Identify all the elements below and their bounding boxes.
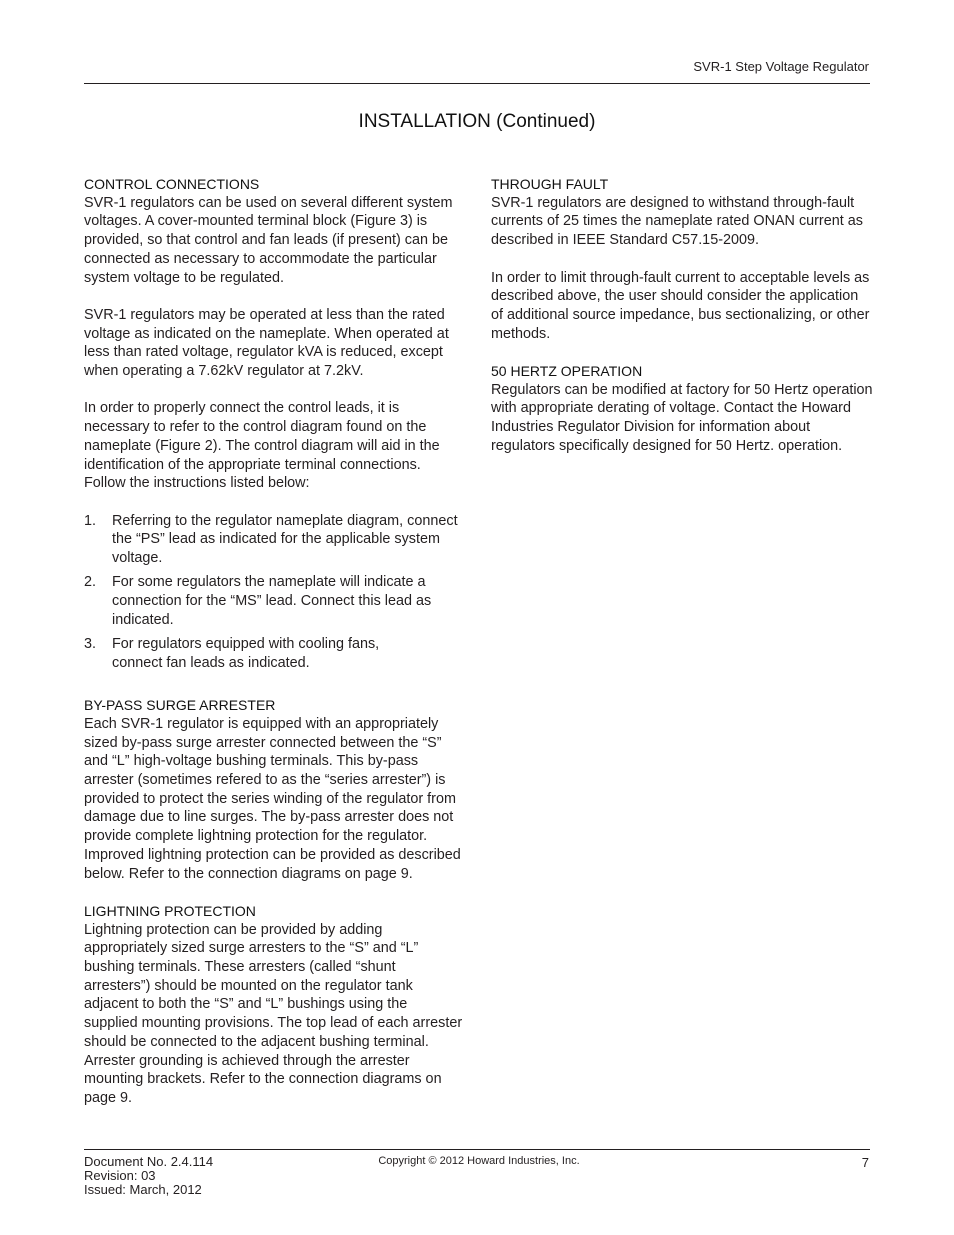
list-item-number: 3. [84, 635, 97, 652]
document-number: Document No. 2.4.114 [84, 1154, 214, 1169]
paragraph: SVR-1 regulators are designed to withstand through-fault currents of 25 times the nameplate rated ONAN current as described in IEEE Standard C57.15-2009. [491, 194, 863, 249]
paragraph: Lightning protection can be provided by adding appropriately sized surge arresters to the “S” and “L” bushing terminals. These arresters (called “shunt arresters”) should be mounted on the regulator tank adjacent to both the “S” and “L” bushings using the supplied mounting provisions. The top lead of each arrester should be connected to the adjacent bushing terminal. Arrester grounding is achieved through the arrester mounting brackets. Refer to the connection diagrams on page 9. [84, 921, 463, 1106]
section-bypass-surge-arrester [84, 696, 464, 883]
right-column [491, 175, 873, 456]
copyright-notice: Copyright © 2012 Howard Industries, Inc. [378, 1155, 580, 1167]
list-item-number: 2. [84, 574, 97, 591]
section-heading-through-fault: THROUGH FAULT [491, 176, 609, 192]
section-50-hertz-operation [491, 362, 873, 456]
paragraph: In order to properly connect the control leads, it is necessary to refer to the control diagram found on the nameplate (Figure 2). The control diagram will aid in the identification of the appropriate terminal connections. Follow the instructions listed below: [84, 400, 440, 492]
section-heading-control-connections: CONTROL CONNECTIONS [84, 176, 260, 192]
list-item-text: Referring to the regulator nameplate diagram, connect the “PS” lead as indicated for the applicable system voltage. [112, 512, 458, 567]
instruction-list [84, 512, 464, 673]
section-lightning-protection [84, 902, 464, 1108]
list-item [84, 573, 464, 629]
list-item-text: For some regulators the nameplate will indicate a connection for the “MS” lead. Connect this lead as indicated. [112, 574, 432, 628]
section-heading-lightning-protection: LIGHTNING PROTECTION [84, 902, 256, 919]
paragraph: Each SVR-1 regulator is equipped with an appropriately sized by-pass surge arrester connected between the “S” and “L” high-voltage bushing terminals. This by-pass arrester (sometimes refered to as the “series arrester”) is provided to protect the series winding of the regulator from damage due to line surges. The by-pass arrester does not provide complete lightning protection for the regulator. Improved lightning protection can be provided as described below. Refer to the connection diagrams on page 9. [84, 715, 461, 882]
section-through-fault [491, 175, 873, 343]
header-rule [84, 83, 870, 84]
revision: Revision: 03 [84, 1168, 156, 1183]
paragraph: Regulators can be modified at factory for 50 Hertz operation with appropriate derating of voltage. Contact the Howard Industries Regulator Division for information about regulators specifically designed for 50 Hertz. operation. [491, 381, 873, 454]
document-running-title: SVR-1 Step Voltage Regulator [693, 59, 869, 74]
left-column [84, 175, 464, 1108]
section-heading-bypass-surge-arrester: BY-PASS SURGE ARRESTER [84, 697, 276, 714]
list-item [84, 635, 464, 672]
issued-date: Issued: March, 2012 [84, 1182, 202, 1197]
section-control-connections [84, 175, 464, 672]
paragraph: In order to limit through-fault current to acceptable levels as described above, the user should consider the application of additional source impedance, bus sectionalizing, or other methods. [491, 269, 870, 342]
page-title: INSTALLATION (Continued) [358, 111, 596, 132]
paragraph: SVR-1 regulators may be operated at less than the rated voltage as indicated on the nameplate. When operated at less than rated voltage, regulator kVA is reduced, except when operating a 7.62kV regulator at 7.2kV. [84, 306, 449, 380]
page-number: 7 [861, 1155, 869, 1170]
list-item [84, 512, 464, 568]
list-item-number: 1. [84, 512, 97, 529]
paragraph: SVR-1 regulators can be used on several different system voltages. A cover-mounted terminal block (Figure 3) is provided, so that control and fan leads (if present) can be connected as necessary to accommodate the particular system voltage to be regulated. [84, 194, 453, 286]
section-heading-50-hertz-operation: 50 HERTZ OPERATION [491, 363, 643, 379]
list-item-text: For regulators equipped with cooling fans, connect fan leads as indicated. [112, 635, 380, 671]
footer-rule [84, 1149, 870, 1150]
